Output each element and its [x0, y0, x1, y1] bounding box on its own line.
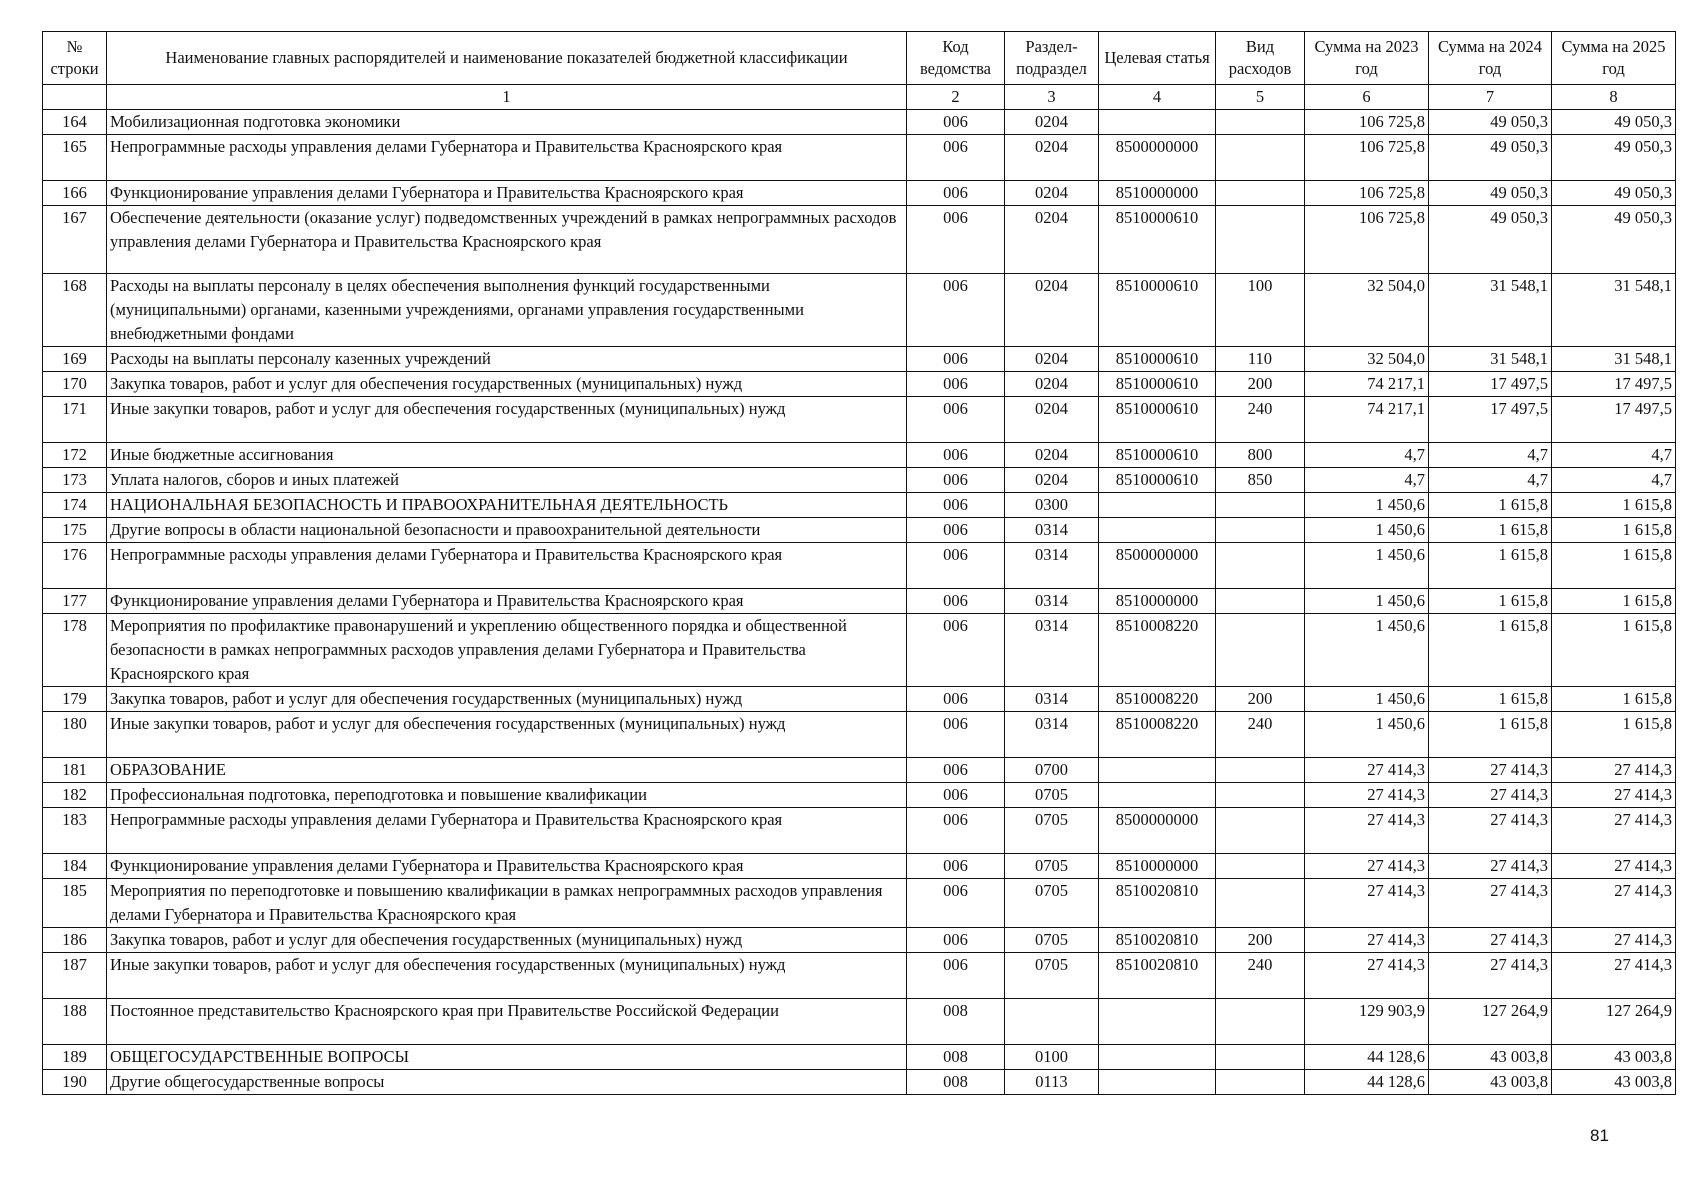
row-number: 168 — [43, 274, 107, 347]
table-row — [43, 614, 1676, 687]
table-body — [43, 110, 1676, 1095]
row-name: Закупка товаров, работ и услуг для обеспечения государственных (муниципальных) нужд — [107, 372, 907, 397]
row-name: Функционирование управления делами Губернатора и Правительства Красноярского края — [107, 589, 907, 614]
expense-type — [1216, 1070, 1305, 1095]
target-article — [1099, 1045, 1216, 1070]
row-name: Мероприятия по переподготовке и повышению квалификации в рамках непрограммных расходов управления делами Губернатора и Правительства Красноярского края — [107, 879, 907, 928]
sum-2023: 1 450,6 — [1305, 589, 1429, 614]
sum-2024: 1 615,8 — [1429, 589, 1552, 614]
sum-2025: 27 414,3 — [1552, 928, 1676, 953]
sum-2024: 31 548,1 — [1429, 347, 1552, 372]
row-name: Закупка товаров, работ и услуг для обеспечения государственных (муниципальных) нужд — [107, 928, 907, 953]
sum-2025: 31 548,1 — [1552, 274, 1676, 347]
target-article — [1099, 493, 1216, 518]
sum-2024: 27 414,3 — [1429, 879, 1552, 928]
expense-type — [1216, 110, 1305, 135]
row-number: 182 — [43, 783, 107, 808]
department-code: 008 — [907, 999, 1005, 1045]
header-name: Наименование главных распорядителей и наименование показателей бюджетной классификации — [107, 32, 907, 85]
sum-2023: 106 725,8 — [1305, 206, 1429, 274]
sum-2023: 74 217,1 — [1305, 372, 1429, 397]
column-number: 4 — [1099, 85, 1216, 110]
row-number: 185 — [43, 879, 107, 928]
target-article: 8510000610 — [1099, 206, 1216, 274]
table-row — [43, 1070, 1676, 1095]
department-code: 006 — [907, 110, 1005, 135]
expense-type — [1216, 879, 1305, 928]
expense-type — [1216, 614, 1305, 687]
column-number-row — [43, 85, 1676, 110]
section-code: 0204 — [1005, 443, 1099, 468]
row-number: 186 — [43, 928, 107, 953]
target-article: 8500000000 — [1099, 135, 1216, 181]
row-name: Иные закупки товаров, работ и услуг для обеспечения государственных (муниципальных) нужд — [107, 953, 907, 999]
sum-2023: 1 450,6 — [1305, 543, 1429, 589]
row-name: Функционирование управления делами Губернатора и Правительства Красноярского края — [107, 181, 907, 206]
header-sum-2023: Сумма на 2023 год — [1305, 32, 1429, 85]
expense-type — [1216, 589, 1305, 614]
sum-2023: 4,7 — [1305, 468, 1429, 493]
sum-2024: 31 548,1 — [1429, 274, 1552, 347]
target-article — [1099, 758, 1216, 783]
table-row — [43, 274, 1676, 347]
section-code: 0204 — [1005, 372, 1099, 397]
row-name: Профессиональная подготовка, переподготовка и повышение квалификации — [107, 783, 907, 808]
row-name: Другие общегосударственные вопросы — [107, 1070, 907, 1095]
sum-2025: 27 414,3 — [1552, 783, 1676, 808]
row-name: НАЦИОНАЛЬНАЯ БЕЗОПАСНОСТЬ И ПРАВООХРАНИТЕЛЬНАЯ ДЕЯТЕЛЬНОСТЬ — [107, 493, 907, 518]
sum-2024: 49 050,3 — [1429, 110, 1552, 135]
target-article: 8510020810 — [1099, 953, 1216, 999]
target-article — [1099, 999, 1216, 1045]
sum-2024: 1 615,8 — [1429, 614, 1552, 687]
row-name: Мобилизационная подготовка экономики — [107, 110, 907, 135]
table-row — [43, 443, 1676, 468]
sum-2023: 32 504,0 — [1305, 347, 1429, 372]
expense-type: 800 — [1216, 443, 1305, 468]
expense-type — [1216, 758, 1305, 783]
header-sum-2025: Сумма на 2025 год — [1552, 32, 1676, 85]
header-section: Раздел-подраздел — [1005, 32, 1099, 85]
sum-2024: 27 414,3 — [1429, 758, 1552, 783]
section-code: 0204 — [1005, 181, 1099, 206]
department-code: 006 — [907, 468, 1005, 493]
department-code: 008 — [907, 1070, 1005, 1095]
expense-type — [1216, 999, 1305, 1045]
row-name: Функционирование управления делами Губернатора и Правительства Красноярского края — [107, 854, 907, 879]
expense-type — [1216, 1045, 1305, 1070]
expense-type — [1216, 543, 1305, 589]
sum-2023: 1 450,6 — [1305, 687, 1429, 712]
sum-2024: 27 414,3 — [1429, 953, 1552, 999]
section-code: 0100 — [1005, 1045, 1099, 1070]
table-row — [43, 206, 1676, 274]
expense-type: 240 — [1216, 712, 1305, 758]
column-number: 5 — [1216, 85, 1305, 110]
row-name: Иные закупки товаров, работ и услуг для обеспечения государственных (муниципальных) нужд — [107, 397, 907, 443]
row-name: Непрограммные расходы управления делами Губернатора и Правительства Красноярского края — [107, 135, 907, 181]
department-code: 006 — [907, 953, 1005, 999]
column-number: 8 — [1552, 85, 1676, 110]
sum-2023: 27 414,3 — [1305, 928, 1429, 953]
sum-2025: 27 414,3 — [1552, 854, 1676, 879]
row-name: Мероприятия по профилактике правонарушений и укреплению общественного порядка и общественной безопасности в рамках непрограммных расходов управления делами Губернатора и Правительства Красноярского края — [107, 614, 907, 687]
expense-type — [1216, 808, 1305, 854]
expense-type — [1216, 854, 1305, 879]
row-number: 170 — [43, 372, 107, 397]
sum-2023: 1 450,6 — [1305, 493, 1429, 518]
sum-2025: 31 548,1 — [1552, 347, 1676, 372]
department-code: 006 — [907, 493, 1005, 518]
target-article — [1099, 1070, 1216, 1095]
target-article: 8510000000 — [1099, 589, 1216, 614]
section-code: 0204 — [1005, 347, 1099, 372]
section-code: 0204 — [1005, 135, 1099, 181]
sum-2023: 106 725,8 — [1305, 181, 1429, 206]
row-number: 174 — [43, 493, 107, 518]
department-code: 006 — [907, 758, 1005, 783]
table-row — [43, 1045, 1676, 1070]
section-code: 0314 — [1005, 687, 1099, 712]
sum-2024: 4,7 — [1429, 443, 1552, 468]
department-code: 006 — [907, 518, 1005, 543]
sum-2023: 44 128,6 — [1305, 1045, 1429, 1070]
row-number: 175 — [43, 518, 107, 543]
expense-type: 200 — [1216, 372, 1305, 397]
sum-2023: 27 414,3 — [1305, 783, 1429, 808]
table-row — [43, 347, 1676, 372]
row-number: 190 — [43, 1070, 107, 1095]
sum-2025: 43 003,8 — [1552, 1045, 1676, 1070]
department-code: 006 — [907, 928, 1005, 953]
department-code: 006 — [907, 808, 1005, 854]
section-code: 0705 — [1005, 953, 1099, 999]
sum-2025: 27 414,3 — [1552, 808, 1676, 854]
target-article: 8510020810 — [1099, 928, 1216, 953]
department-code: 006 — [907, 783, 1005, 808]
sum-2023: 44 128,6 — [1305, 1070, 1429, 1095]
sum-2024: 4,7 — [1429, 468, 1552, 493]
row-number: 178 — [43, 614, 107, 687]
row-number: 180 — [43, 712, 107, 758]
section-code: 0314 — [1005, 614, 1099, 687]
table-row — [43, 854, 1676, 879]
budget-table — [42, 31, 1676, 1095]
department-code: 006 — [907, 206, 1005, 274]
department-code: 006 — [907, 443, 1005, 468]
table-row — [43, 589, 1676, 614]
sum-2025: 43 003,8 — [1552, 1070, 1676, 1095]
department-code: 006 — [907, 274, 1005, 347]
expense-type: 850 — [1216, 468, 1305, 493]
row-name: Иные закупки товаров, работ и услуг для обеспечения государственных (муниципальных) нужд — [107, 712, 907, 758]
department-code: 006 — [907, 854, 1005, 879]
department-code: 006 — [907, 543, 1005, 589]
target-article — [1099, 110, 1216, 135]
sum-2025: 27 414,3 — [1552, 758, 1676, 783]
row-number: 176 — [43, 543, 107, 589]
sum-2024: 1 615,8 — [1429, 687, 1552, 712]
sum-2023: 27 414,3 — [1305, 879, 1429, 928]
expense-type — [1216, 518, 1305, 543]
table-row — [43, 543, 1676, 589]
header-sum-2024: Сумма на 2024 год — [1429, 32, 1552, 85]
target-article: 8500000000 — [1099, 543, 1216, 589]
row-name: Закупка товаров, работ и услуг для обеспечения государственных (муниципальных) нужд — [107, 687, 907, 712]
sum-2024: 43 003,8 — [1429, 1045, 1552, 1070]
target-article: 8510008220 — [1099, 712, 1216, 758]
table-row — [43, 879, 1676, 928]
sum-2025: 49 050,3 — [1552, 181, 1676, 206]
section-code: 0314 — [1005, 518, 1099, 543]
row-number: 177 — [43, 589, 107, 614]
department-code: 006 — [907, 879, 1005, 928]
section-code: 0204 — [1005, 468, 1099, 493]
table-row — [43, 493, 1676, 518]
column-number: 3 — [1005, 85, 1099, 110]
sum-2023: 1 450,6 — [1305, 614, 1429, 687]
row-name: Расходы на выплаты персоналу в целях обеспечения выполнения функций государственными (муниципальными) органами, казенными учреждениями, органами управления государственными внебюджетными фондами — [107, 274, 907, 347]
expense-type: 100 — [1216, 274, 1305, 347]
header-department-code: Код ведомства — [907, 32, 1005, 85]
sum-2025: 127 264,9 — [1552, 999, 1676, 1045]
section-code: 0314 — [1005, 589, 1099, 614]
row-name: ОБЩЕГОСУДАРСТВЕННЫЕ ВОПРОСЫ — [107, 1045, 907, 1070]
target-article: 8510000610 — [1099, 443, 1216, 468]
section-code: 0204 — [1005, 397, 1099, 443]
table-row — [43, 110, 1676, 135]
expense-type: 200 — [1216, 928, 1305, 953]
target-article — [1099, 783, 1216, 808]
header-target-article: Целевая статья — [1099, 32, 1216, 85]
section-code: 0705 — [1005, 854, 1099, 879]
row-name: Расходы на выплаты персоналу казенных учреждений — [107, 347, 907, 372]
sum-2023: 129 903,9 — [1305, 999, 1429, 1045]
sum-2024: 1 615,8 — [1429, 712, 1552, 758]
row-name: Постоянное представительство Красноярского края при Правительстве Российской Федерации — [107, 999, 907, 1045]
sum-2024: 49 050,3 — [1429, 206, 1552, 274]
sum-2024: 1 615,8 — [1429, 493, 1552, 518]
sum-2023: 32 504,0 — [1305, 274, 1429, 347]
section-code — [1005, 999, 1099, 1045]
table-row — [43, 397, 1676, 443]
row-number: 181 — [43, 758, 107, 783]
section-code: 0705 — [1005, 783, 1099, 808]
table-row — [43, 135, 1676, 181]
sum-2025: 1 615,8 — [1552, 543, 1676, 589]
sum-2025: 1 615,8 — [1552, 518, 1676, 543]
row-number: 172 — [43, 443, 107, 468]
page-number: 81 — [1590, 1126, 1609, 1145]
section-code: 0705 — [1005, 808, 1099, 854]
table-row — [43, 783, 1676, 808]
target-article: 8510000610 — [1099, 274, 1216, 347]
expense-type: 110 — [1216, 347, 1305, 372]
sum-2023: 27 414,3 — [1305, 854, 1429, 879]
section-code: 0314 — [1005, 712, 1099, 758]
expense-type — [1216, 181, 1305, 206]
table-row — [43, 999, 1676, 1045]
table-row — [43, 758, 1676, 783]
sum-2025: 27 414,3 — [1552, 953, 1676, 999]
sum-2023: 27 414,3 — [1305, 758, 1429, 783]
sum-2025: 17 497,5 — [1552, 397, 1676, 443]
sum-2025: 17 497,5 — [1552, 372, 1676, 397]
sum-2025: 1 615,8 — [1552, 712, 1676, 758]
row-number: 167 — [43, 206, 107, 274]
sum-2025: 1 615,8 — [1552, 589, 1676, 614]
header-row-number: № строки — [43, 32, 107, 85]
sum-2024: 49 050,3 — [1429, 135, 1552, 181]
target-article: 8500000000 — [1099, 808, 1216, 854]
row-name: Уплата налогов, сборов и иных платежей — [107, 468, 907, 493]
sum-2025: 4,7 — [1552, 443, 1676, 468]
sum-2025: 1 615,8 — [1552, 493, 1676, 518]
section-code: 0314 — [1005, 543, 1099, 589]
sum-2024: 27 414,3 — [1429, 808, 1552, 854]
row-name: Иные бюджетные ассигнования — [107, 443, 907, 468]
department-code: 006 — [907, 614, 1005, 687]
expense-type: 240 — [1216, 397, 1305, 443]
row-number: 164 — [43, 110, 107, 135]
section-code: 0705 — [1005, 928, 1099, 953]
section-code: 0204 — [1005, 206, 1099, 274]
sum-2024: 17 497,5 — [1429, 372, 1552, 397]
row-number: 169 — [43, 347, 107, 372]
expense-type — [1216, 135, 1305, 181]
sum-2024: 17 497,5 — [1429, 397, 1552, 443]
department-code: 006 — [907, 347, 1005, 372]
target-article: 8510000610 — [1099, 397, 1216, 443]
sum-2025: 27 414,3 — [1552, 879, 1676, 928]
column-number: 6 — [1305, 85, 1429, 110]
sum-2023: 1 450,6 — [1305, 518, 1429, 543]
sum-2025: 1 615,8 — [1552, 687, 1676, 712]
sum-2023: 27 414,3 — [1305, 953, 1429, 999]
department-code: 006 — [907, 687, 1005, 712]
sum-2023: 1 450,6 — [1305, 712, 1429, 758]
column-number: 7 — [1429, 85, 1552, 110]
section-code: 0113 — [1005, 1070, 1099, 1095]
target-article: 8510000000 — [1099, 854, 1216, 879]
row-number: 187 — [43, 953, 107, 999]
expense-type — [1216, 206, 1305, 274]
table-row — [43, 808, 1676, 854]
column-number: 2 — [907, 85, 1005, 110]
sum-2025: 1 615,8 — [1552, 614, 1676, 687]
table-row — [43, 712, 1676, 758]
department-code: 006 — [907, 589, 1005, 614]
department-code: 008 — [907, 1045, 1005, 1070]
header-expense-type: Вид расходов — [1216, 32, 1305, 85]
row-number: 188 — [43, 999, 107, 1045]
table-row — [43, 518, 1676, 543]
row-name: Другие вопросы в области национальной безопасности и правоохранительной деятельности — [107, 518, 907, 543]
section-code: 0700 — [1005, 758, 1099, 783]
sum-2023: 27 414,3 — [1305, 808, 1429, 854]
table-row — [43, 468, 1676, 493]
expense-type: 240 — [1216, 953, 1305, 999]
section-code: 0204 — [1005, 110, 1099, 135]
department-code: 006 — [907, 181, 1005, 206]
row-name: Непрограммные расходы управления делами Губернатора и Правительства Красноярского края — [107, 808, 907, 854]
sum-2024: 27 414,3 — [1429, 928, 1552, 953]
column-number: 1 — [107, 85, 907, 110]
department-code: 006 — [907, 712, 1005, 758]
sum-2025: 49 050,3 — [1552, 110, 1676, 135]
row-number: 171 — [43, 397, 107, 443]
sum-2024: 49 050,3 — [1429, 181, 1552, 206]
sum-2023: 4,7 — [1305, 443, 1429, 468]
department-code: 006 — [907, 135, 1005, 181]
target-article: 8510008220 — [1099, 687, 1216, 712]
sum-2025: 4,7 — [1552, 468, 1676, 493]
expense-type — [1216, 783, 1305, 808]
sum-2023: 106 725,8 — [1305, 135, 1429, 181]
table-row — [43, 928, 1676, 953]
sum-2024: 27 414,3 — [1429, 854, 1552, 879]
sum-2024: 127 264,9 — [1429, 999, 1552, 1045]
table-row — [43, 181, 1676, 206]
target-article — [1099, 518, 1216, 543]
sum-2024: 27 414,3 — [1429, 783, 1552, 808]
target-article: 8510008220 — [1099, 614, 1216, 687]
sum-2025: 49 050,3 — [1552, 135, 1676, 181]
department-code: 006 — [907, 372, 1005, 397]
section-code: 0300 — [1005, 493, 1099, 518]
sum-2023: 106 725,8 — [1305, 110, 1429, 135]
department-code: 006 — [907, 397, 1005, 443]
row-name: ОБРАЗОВАНИЕ — [107, 758, 907, 783]
target-article: 8510000000 — [1099, 181, 1216, 206]
section-code: 0204 — [1005, 274, 1099, 347]
section-code: 0705 — [1005, 879, 1099, 928]
sum-2024: 1 615,8 — [1429, 543, 1552, 589]
row-name: Непрограммные расходы управления делами Губернатора и Правительства Красноярского края — [107, 543, 907, 589]
target-article: 8510000610 — [1099, 468, 1216, 493]
row-name: Обеспечение деятельности (оказание услуг) подведомственных учреждений в рамках непрограммных расходов управления делами Губернатора и Правительства Красноярского края — [107, 206, 907, 274]
sum-2024: 1 615,8 — [1429, 518, 1552, 543]
sum-2023: 74 217,1 — [1305, 397, 1429, 443]
row-number: 165 — [43, 135, 107, 181]
row-number: 166 — [43, 181, 107, 206]
header-row — [43, 32, 1676, 85]
target-article: 8510000610 — [1099, 372, 1216, 397]
expense-type: 200 — [1216, 687, 1305, 712]
row-number: 179 — [43, 687, 107, 712]
column-number-empty — [43, 85, 107, 110]
row-number: 184 — [43, 854, 107, 879]
row-number: 173 — [43, 468, 107, 493]
table-row — [43, 687, 1676, 712]
table-row — [43, 953, 1676, 999]
row-number: 189 — [43, 1045, 107, 1070]
row-number: 183 — [43, 808, 107, 854]
table-row — [43, 372, 1676, 397]
expense-type — [1216, 493, 1305, 518]
sum-2025: 49 050,3 — [1552, 206, 1676, 274]
sum-2024: 43 003,8 — [1429, 1070, 1552, 1095]
target-article: 8510020810 — [1099, 879, 1216, 928]
target-article: 8510000610 — [1099, 347, 1216, 372]
